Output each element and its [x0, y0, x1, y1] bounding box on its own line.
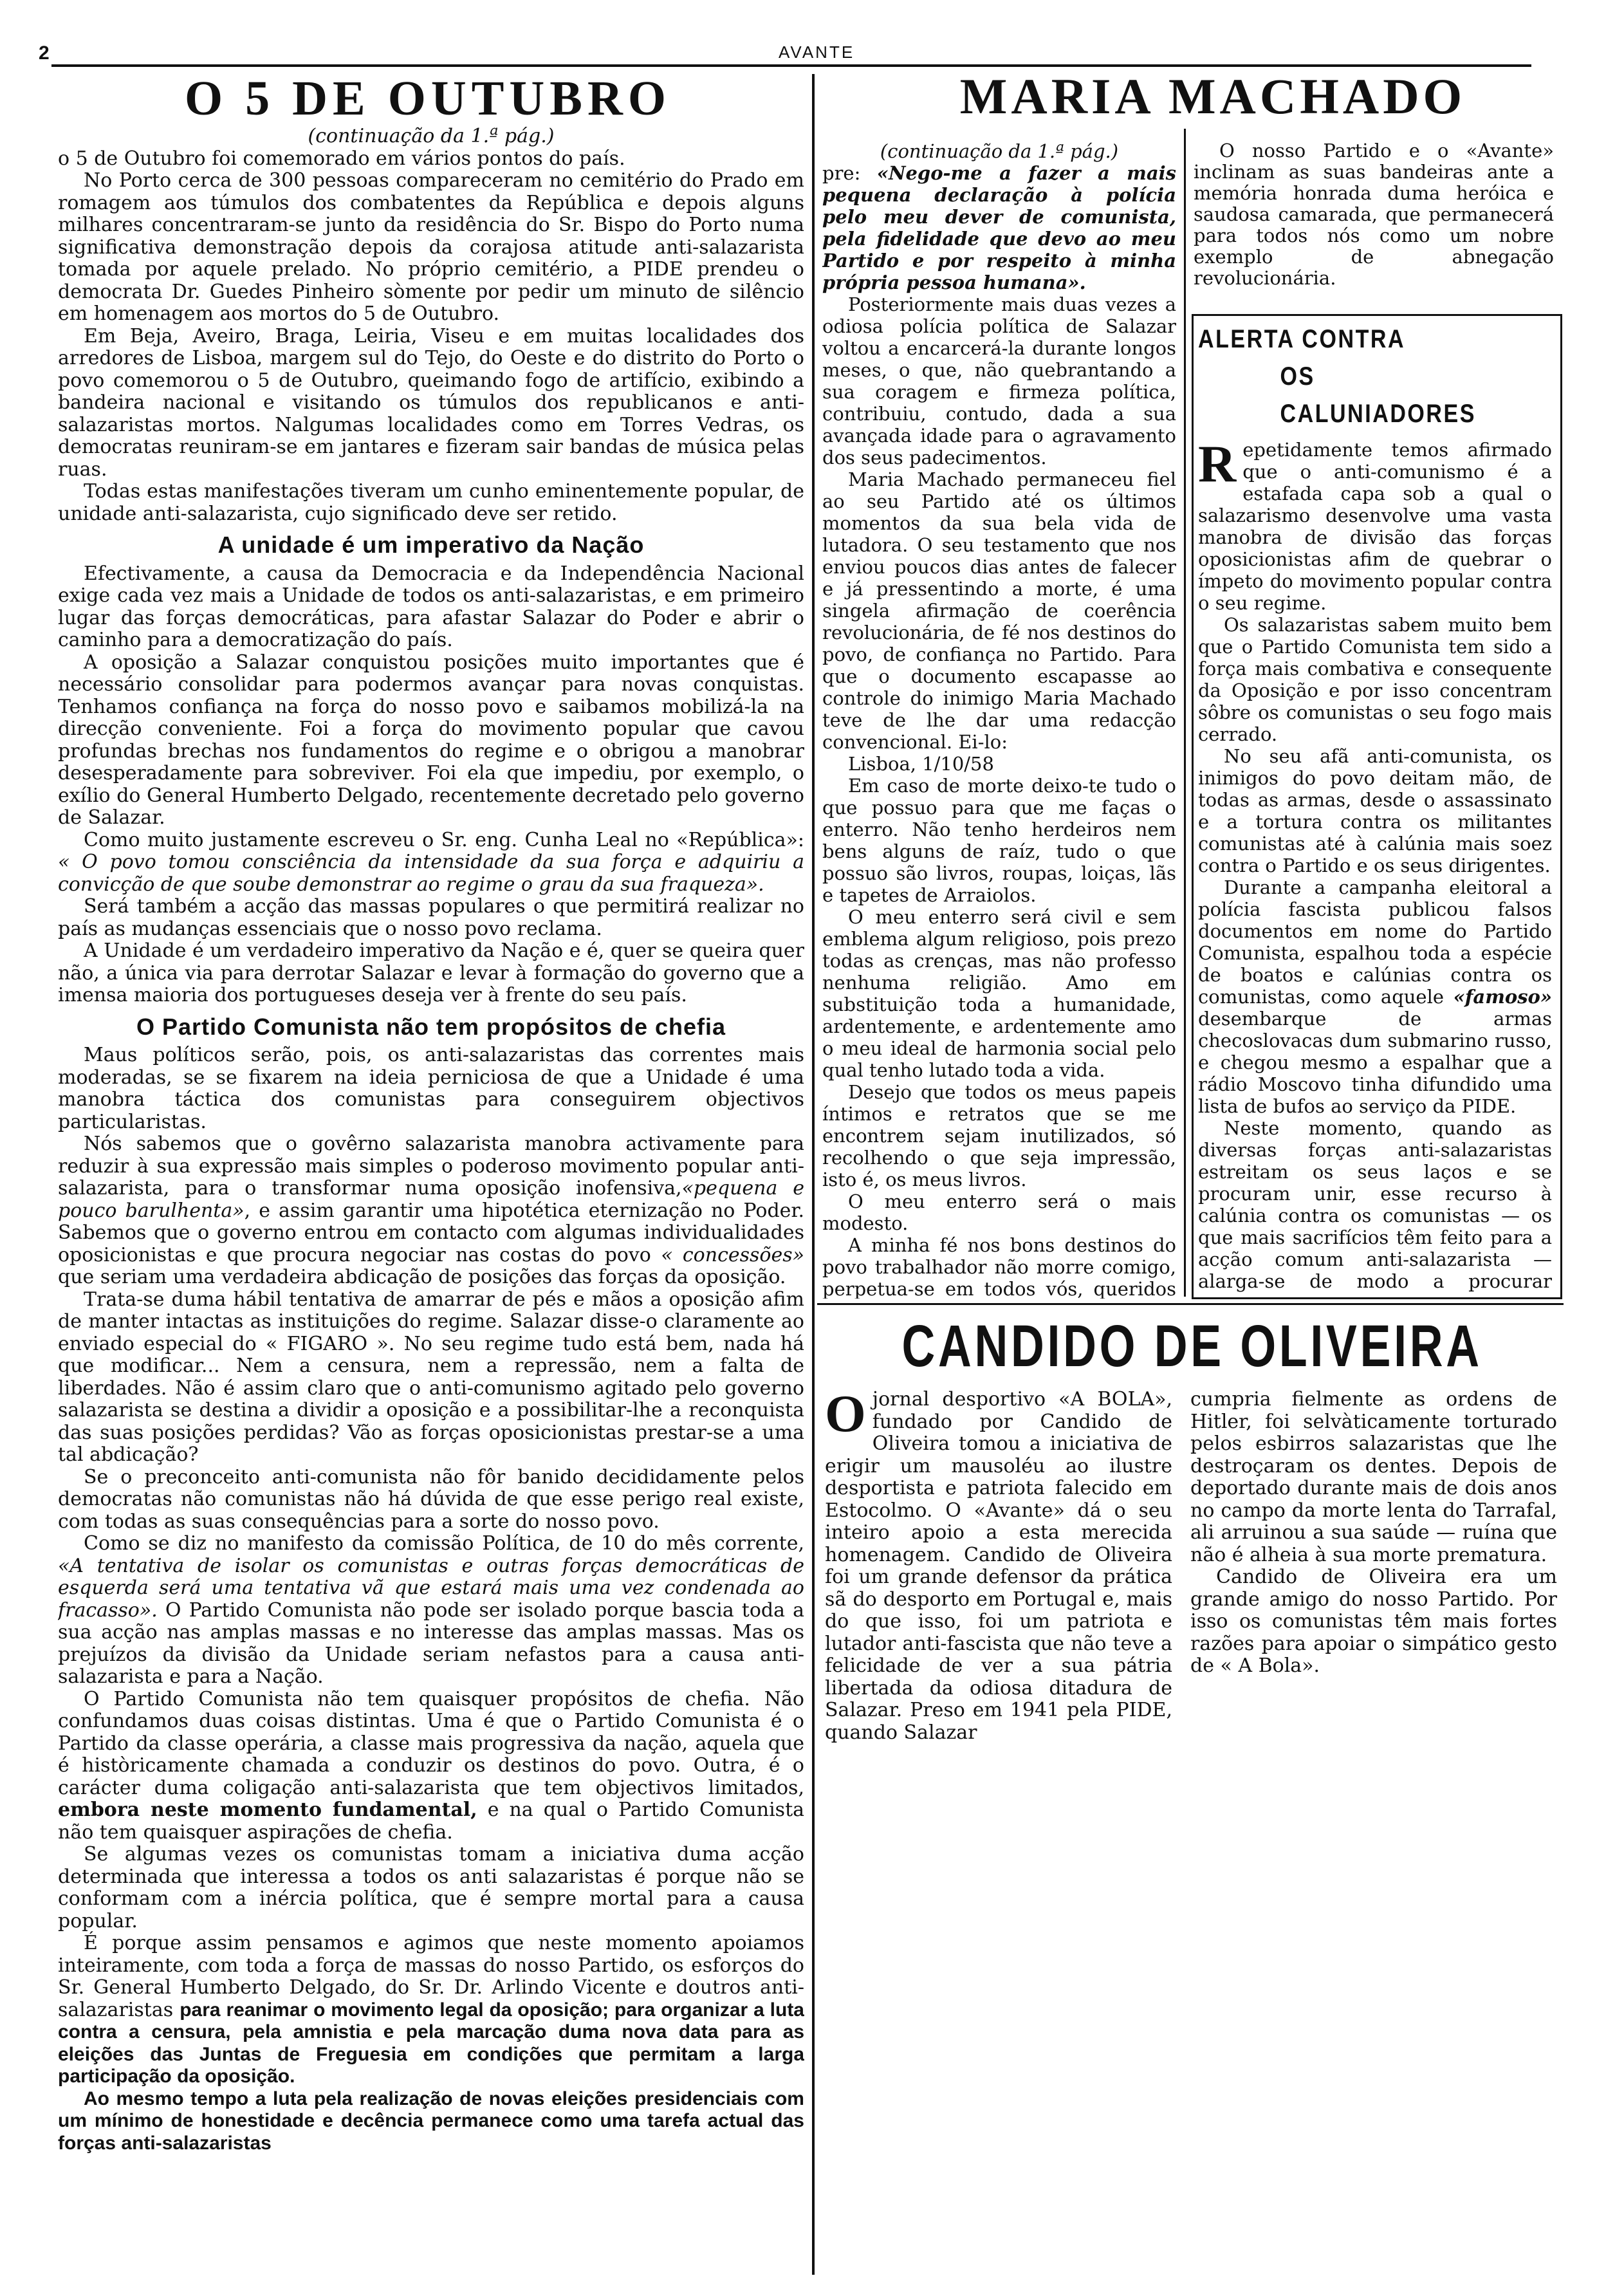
text-span: Nós sabemos que o govêrno salazarista manobra activamente para reduzir à sua expressão mais simples o poderoso movimento popular anti-salazarista, para o transformar numa oposição inofensiva,: [58, 1133, 804, 1199]
text-span: É porque assim pensamos e agimos que neste momento apoiamos inteiramente, com toda a força de massas do nosso Partido, os esforços do Sr. General Humberto Delgado, do Sr. Dr. Arlindo Vicente e doutros anti-salazaristas: [58, 1932, 804, 2021]
machado-paragraph: O meu enterro será civil e sem emblema algum religioso, pois prezo todas as crenças, mas não professo nenhuma religião. Amo em substituição toda a humanidade, ardentemente, e ardentemente amo o meu ideal de harmonia social pelo qual tenho lutado toda a vida.: [822, 906, 1176, 1081]
text-span: , e assim garantir uma hipotética eternização no Poder. Sabemos que o governo entrou em contacto com algumas individualidades oposicionistas e que procura negociar nas costas do povo: [58, 1199, 804, 1266]
column-rule-main: [812, 74, 815, 2275]
outubro-paragraph: Todas estas manifestações tiveram um cunho eminentemente popular, de unidade anti-salazarista, cujo significado deve ser retido.: [58, 480, 804, 525]
machado-paragraph: [822, 162, 1176, 293]
text-span: jornal desportivo «A BOLA», fundado por Candido de Oliveira tomou a iniciativa de erigir um mausoléu ao ilustre desportista e patriota falecido em Estocolmo. O «Avante» dá o seu inteiro apoio a esta merecida homenagem. Candido de Oliveira foi um grande defensor da prática sã do desporto em Portugal e, mais do que isso, foi um patriota e lutador anti-fascista que não teve a felicidade de ver a sua pátria libertada da odiosa ditadura de Salazar. Preso em 1941 pela PIDE, quando Salazar: [825, 1389, 1172, 1744]
section-heading-chefia: O Partido Comunista não tem propósitos de chefia: [136, 1013, 726, 1040]
machado-paragraph: O nosso Partido e o «Avante» inclinam as suas bandeiras ante a memória honrada duma heróica e saudosa camarada, que permanecerá para todos nós como um nobre exemplo de abnegação revolucionária.: [1194, 140, 1554, 289]
quote-span: «Nego-me a fazer a mais pequena declaração à polícia pelo meu dever de comunista, pela fidelidade que devo ao meu Partido e por respeito à minha própria pessoa humana».: [822, 162, 1176, 293]
outubro-paragraph: [58, 1533, 804, 1689]
alerta-paragraph: [1198, 876, 1552, 1117]
alerta-paragraph: No seu afã anti-comunista, os inimigos do povo deitam mão, de todas as armas, desde o assassinato e a tortura contra os militantes comunistas até à calúnia mais soez contra o Partido e os seus dirigentes.: [1198, 745, 1552, 876]
quote-lead: Como muito justamente escreveu o Sr. eng. Cunha Leal no «República»:: [84, 828, 804, 851]
machado-article-col2: [1194, 140, 1554, 301]
bold-span: embora neste momento fundamental,: [58, 1799, 477, 1821]
outubro-paragraph: No Porto cerca de 300 pessoas compareceram no cemitério do Prado em romagem aos túmulos dos combatentes da República e depois alguns milhares concentraram-se junto da residência do Sr. Bispo do Porto numa significativa demonstração depois da corajosa atitude anti-salazarista tomada por aquele prelado. No próprio cemitério, a PIDE prendeu o democrata Dr. Guedes Pinheiro sòmente por pedir um minuto de silêncio em homenagem aos mortos do 5 de Outubro.: [58, 169, 804, 325]
outubro-paragraph: [58, 1133, 804, 1289]
text-span: e na qual o Partido Comunista não tem quaisquer aspirações de chefia.: [58, 1799, 804, 1844]
machado-paragraph: O meu enterro será o mais modesto.: [822, 1190, 1176, 1234]
candido-article-col1: [825, 1389, 1172, 2290]
column-rule-machado: [1184, 129, 1186, 1297]
outubro-paragraph: Maus políticos serão, pois, os anti-salazaristas das correntes mais moderadas, se se fixarem na ideia perniciosa de que a Unidade é uma manobra táctica dos comunistas para conseguirem objectivos particularistas.: [58, 1044, 804, 1133]
outubro-article: [58, 125, 804, 2294]
outubro-paragraph: [58, 829, 804, 896]
machado-paragraph: Posteriormente mais duas vezes a odiosa polícia política de Salazar voltou a encarcerá-la durante longos meses, o que, não quebrantando a sua coragem e firmeza política, contribuiu, contudo, dada a sua avançada idade para o agravamento dos seus padecimentos.: [822, 293, 1176, 468]
outubro-paragraph: Trata-se duma hábil tentativa de amarrar de pés e mãos a oposição afim de manter intactas as instituições do regime. Salazar disse-o claramente ao enviado especial do « FIGARO ». No seu regime tudo está bem, nada há que modificar... Nem a censura, nem a repressão, nem a falta de liberdades. Não é assim claro que o anti-comunismo agitado pelo governo salazarista se destina a dividir a oposição e a possibilitar-lhe a reconquista das suas posições perdidas? Vão as forças oposicionistas prestar-se a uma tal abdicação?: [58, 1288, 804, 1466]
quote-span: « concessões»: [661, 1243, 804, 1266]
outubro-paragraph: A Unidade é um verdadeiro imperativo da Nação e é, quer se queira quer não, a única via para derrotar Salazar e levar à formação do governo que a imensa maioria dos portugueses deseja ver à frente do seu país.: [58, 940, 804, 1006]
alerta-article: [1198, 320, 1552, 1292]
outubro-paragraph: Ao mesmo tempo a luta pela realização de novas eleições presidenciais com um mínimo de honestidade e decência permanece como uma tarefa actual das forças anti-salazaristas: [58, 2088, 804, 2154]
outubro-title: O 5 DE OUTUBRO: [185, 71, 671, 125]
machado-paragraph: Maria Machado permaneceu fiel ao seu Partido até os últimos momentos da sua bela vida de lutadora. O seu testamento que nos enviou poucos dias antes de falecer e já pressentindo a morte, é uma singela afirmação de coerência revolucionária, de fé nos destinos do povo, de confiança no Partido. Para que o documento escapasse ao controle do inimigo Maria Machado teve de lhe dar uma redacção convencional. Ei-lo:: [822, 468, 1176, 753]
machado-title: MARIA MACHADO: [959, 68, 1466, 124]
dropcap: R: [1198, 434, 1237, 493]
candido-article-col2: [1190, 1389, 1557, 2290]
alerta-paragraph: Neste momento, quando as diversas forças anti-salazaristas estreitam os seus laços e se procuram unir, esse recurso à calúnia contra os comunistas — os que mais sacrifícios têm feito para a acção comum anti-salazarista — alarga-se de modo a procurar: [1198, 1117, 1552, 1292]
outubro-paragraph: [58, 1932, 804, 2088]
machado-paragraph: Desejo que todos os meus papeis íntimos e retratos que se me encontrem sejam inutilizados, só recolhendo o que seja impressão, isto é, os meus livros.: [822, 1081, 1176, 1190]
quote-cunha-leal: « O povo tomou consciência da intensidade da sua força e adquiriu a convicção de que soube demonstrar ao regime o grau da sua fraqueza».: [58, 851, 804, 896]
quote-span: «A tentativa de isolar os comunistas e outras forças democráticas de esquerda será uma tentativa vã que estará mais uma vez condenada ao fracasso».: [58, 1554, 804, 1622]
quote-span: «pequena e pouco barulhenta»: [58, 1177, 804, 1222]
alerta-paragraph: [1198, 434, 1552, 614]
quote-span: «famoso»: [1453, 986, 1552, 1008]
candido-paragraph: [825, 1389, 1172, 1744]
machado-paragraph: Lisboa, 1/10/58: [848, 753, 994, 775]
page-number: 2: [39, 42, 50, 64]
machado-paragraph: Em caso de morte deixo-te tudo o que possuo para que me faças o enterro. Não tenho herdeiros nem bens alguns de raíz, tudo o que possuo são livros, roupas, loiças, lãs e tapetes de Arraiolos.: [822, 775, 1176, 906]
outubro-paragraph: Efectivamente, a causa da Democracia e da Independência Nacional exige cada vez mais a Unidade de todos os anti-salazaristas, e em primeiro lugar das forças democráticas, para afastar Salazar do Poder e abrir o caminho para a democratização do país.: [58, 562, 804, 651]
text-span: pre:: [822, 162, 861, 184]
machado-article-col1: [822, 140, 1176, 1299]
bold-span: para reanimar o movimento legal da oposição; para organizar a luta contra a censura, pela amnistia e pela marcação duma nova data para as eleições das Juntas de Freguesia em condições que permitam a larga participação da oposição.: [58, 1999, 804, 2087]
outubro-paragraph: [58, 1689, 804, 1844]
outubro-paragraph: Se o preconceito anti-comunista não fôr banido decididamente pelos democratas não comunistas não há dúvida de que esse perigo real existe, com todas as suas consequências para a sorte do nosso povo.: [58, 1465, 804, 1533]
alerta-paragraph: Os salazaristas sabem muito bem que o Partido Comunista tem sido a força mais combativa e consequente da Oposição e por isso concentram sôbre os comunistas o seu fogo mais cerrado.: [1198, 614, 1552, 745]
alerta-title-line1: ALERTA CONTRA: [1198, 325, 1406, 353]
candido-paragraph: cumpria fielmente as ordens de Hitler, foi selvàticamente torturado pelos esbirros salazaristas que lhe destroçaram os dentes. Depois de deportado durante mais de dois anos no campo da morte lenta do Tarrafal, ali arruinou a sua saúde — ruína que não é alheia à sua morte prematura.: [1190, 1389, 1557, 1566]
text-span: que seriam uma verdadeira abdicação de posições das forças da oposição.: [58, 1266, 786, 1288]
text-span: O Partido Comunista não pode ser isolado porque bascia toda a sua acção nas amplas massas e no interesse das amplas massas. Mas os prejuízos da divisão da Unidade seriam nefastos para a causa anti-salazarista e para a Nação.: [58, 1598, 804, 1688]
section-divider: [817, 1303, 1564, 1305]
outubro-paragraph: o 5 de Outubro foi comemorado em vários pontos do país.: [58, 147, 625, 170]
machado-paragraph: A minha fé nos bons destinos do povo trabalhador não morre comigo, perpetua-se em todos vós, queridos: [822, 1234, 1176, 1299]
alerta-title-line2: OS CALUNIADORES: [1280, 362, 1476, 428]
dropcap: O: [825, 1389, 866, 1443]
text-span: desembarque de armas checoslovacas dum submarino russo, e chegou mesmo a espalhar que a rádio Moscovo tinha difundido uma lista de bufos ao serviço da PIDE.: [1198, 1008, 1552, 1117]
outubro-continuation: (continuação da 1.ª pág.): [308, 125, 555, 147]
machado-continuation: (continuação da 1.ª pág.): [880, 140, 1119, 162]
section-heading-unidade: A unidade é um imperativo da Nação: [217, 532, 645, 558]
text-span: Durante a campanha eleitoral a polícia fascista publicou falsos documentos em nome do Partido Comunista, espalhou toda a espécie de boatos e calúnias contra os comunistas, como aquele: [1198, 876, 1552, 1008]
outubro-paragraph: Em Beja, Aveiro, Braga, Leiria, Viseu e em muitas localidades dos arredores de Lisboa, margem sul do Tejo, do Oeste e do distrito do Porto o povo comemorou o 5 de Outubro, queimando fogo de artifício, exibindo a bandeira nacional e visitando os túmulos dos republicanos e anti-salazaristas mortos. Nalgumas localidades como em Torres Vedras, os democratas reuniram-se em jantares e fizeram sair bandas de música pelas ruas.: [58, 324, 804, 481]
outubro-paragraph: A oposição a Salazar conquistou posições muito importantes que é necessário consolidar para podermos avançar para novas conquistas. Tenhamos confiança na força do nosso povo e saibamos mobilizá-la na direcção conveniente. Foi a força do movimento popular que cavou profundas brechas nos fundamentos do regime e o obrigou a manobrar desesperadamente para sobreviver. Foi ela que impediu, por exemplo, o exílio do General Humberto Delgado, recentemente decretado pelo governo de Salazar.: [58, 651, 804, 829]
text-span: O Partido Comunista não tem quaisquer propósitos de chefia. Não confundamos duas coisas distintas. Uma é que o Partido Comunista é o Partido da classe operária, a classe mais progressiva da nação, aquela que é històricamente chamada a conduzir os destinos do povo. Outra, é o carácter duma coligação anti-salazarista que tem objectivos limitados,: [58, 1687, 804, 1799]
text-span: Como se diz no manifesto da comissão Política, de 10 do mês corrente,: [84, 1532, 804, 1555]
candido-title: CANDIDO DE OLIVEIRA: [901, 1313, 1482, 1379]
outubro-paragraph: Será também a acção das massas populares o que permitirá realizar no país as mudanças essenciais que o nosso povo reclama.: [58, 895, 804, 940]
masthead: AVANTE: [779, 42, 855, 62]
candido-paragraph: Candido de Oliveira era um grande amigo do nosso Partido. Por isso os comunistas têm mais fortes razões para apoiar o simpático gesto de « A Bola».: [1190, 1566, 1557, 1677]
text-span: epetidamente temos afirmado que o anti-comunismo é a estafada capa sob a qual o salazarismo desenvolve uma vasta manobra de divisão das forças oposicionistas afim de quebrar o ímpeto do movimento popular contra o seu regime.: [1198, 439, 1552, 614]
outubro-paragraph: Se algumas vezes os comunistas tomam a iniciativa duma acção determinada que interessa a todos os anti salazaristas é porque não se conformam com a inércia política, que é sempre mortal para a causa popular.: [58, 1843, 804, 1932]
